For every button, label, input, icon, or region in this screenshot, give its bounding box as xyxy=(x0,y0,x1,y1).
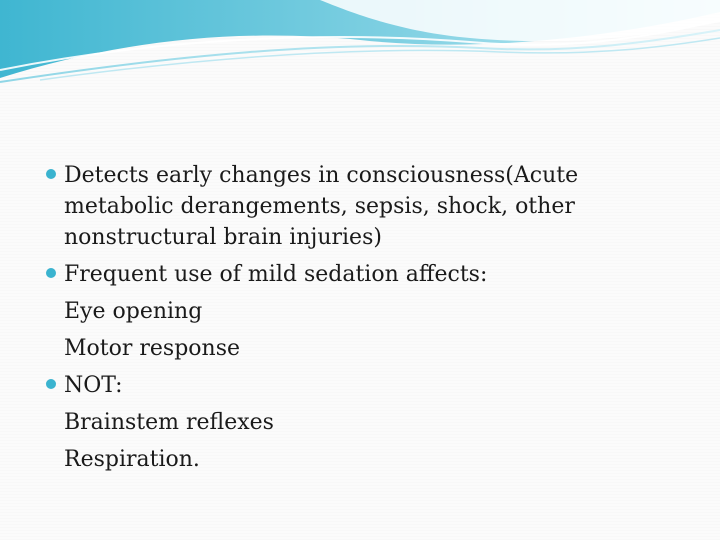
bullet-dot-icon xyxy=(46,268,56,278)
list-item xyxy=(46,259,686,290)
sub-item-text: Motor response xyxy=(64,336,240,361)
sub-item-text: Brainstem reflexes xyxy=(64,410,274,435)
sub-item xyxy=(46,444,686,475)
sub-item xyxy=(46,407,686,438)
bullet-dot-icon xyxy=(46,169,56,179)
list-item-text: NOT: xyxy=(64,373,123,398)
list-item xyxy=(46,160,686,253)
list-item-text: Detects early changes in consciousness(Acute metabolic derangements, sepsis, shock, other nonstructural brain injuries) xyxy=(64,163,579,250)
list-item xyxy=(46,370,686,401)
bullet-dot-icon xyxy=(46,379,56,389)
header-wave-decoration xyxy=(0,0,720,90)
sub-item-text: Eye opening xyxy=(64,299,203,324)
bullet-list xyxy=(46,160,686,481)
sub-item-text: Respiration. xyxy=(64,447,200,472)
sub-item xyxy=(46,333,686,364)
sub-item xyxy=(46,296,686,327)
list-item-text: Frequent use of mild sedation affects: xyxy=(64,262,488,287)
